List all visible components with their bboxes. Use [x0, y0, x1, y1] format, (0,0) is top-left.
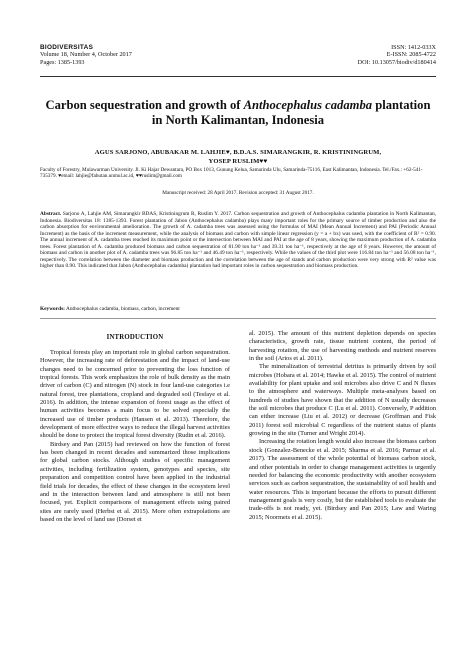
- intro-paragraph: al. 2015). The amount of this nutrient depletion depends on species characteristics, growth rate, tissue nutrient content, the period of harvesting rotation, the use of harvesting methods and nutrient reserves in the soil (Arios et al. 2011).: [249, 330, 436, 363]
- manuscript-dates: Manuscript received: 28 April 2017. Revision accepted: 31 August 2017.: [162, 190, 314, 196]
- title-species: Anthocephalus cadamba: [243, 98, 373, 112]
- authors-line-1: AGUS SARJONO, ABUBAKAR M. LAHJIE♥, B.D.A.S. SIMARANGKIR, R. KRISTININGRUM,: [94, 149, 382, 156]
- intro-paragraph: Increasing the rotation length would also increase the biomass carbon stock (Gonzalez-Benecke et al. 2015; Sharma et al. 2016; Parmar et al. 2017). The assessment of the whole potential of biomass carbon stock, and other potentials in order to change management activities is urgently needed for balancing the economic productivity with another ecosystem services such as carbon sequestration, the sustainability of soil health and water resources. This is important because the efforts to pursuit different management goals is very costly, but the established tools to evaluate the trade-offs is not ready, yet. (Birdsey and Pan 2015; Law and Waring 2015; Noormets et al. 2015).: [249, 438, 436, 521]
- left-column: [40, 349, 230, 644]
- journal-volume: Volume 18, Number 4, October 2017: [40, 51, 132, 59]
- keywords-label: Keywords:: [40, 306, 65, 312]
- intro-paragraph: Tropical forests play an important role in global carbon sequestration. However, the increasing rate of deforestation and the impact of land-use changes need to be concerned prior to preventing the loss function of tropical forests. This work emphasizes the role of bulk density as the main driver of carbon (C) and nitrogen (N) stock in four land-use categories i.e natural forest, tree plantations, cropland and degraded soil (Tesfaye et al. 2016). In addition, the intense expansion of forest usage as the effect of human activities becomes a main focus to be solved especially the increased use of timber products (Hansen et al. 2013). Therefore, the development of more effective ways to reduce the illegal harvest activities should be done to protect the tropical forest diversity (Rudin et al. 2016).: [40, 349, 230, 440]
- journal-pages: Pages: 1385-1393: [40, 58, 85, 66]
- abstract-label: Abstract.: [40, 211, 62, 217]
- eissn: E-ISSN: 2085-4722: [386, 51, 436, 59]
- issn: ISSN: 1412-033X: [391, 44, 436, 51]
- title-part2: plantation in North Kalimantan, Indonesia: [151, 98, 431, 127]
- intro-paragraph: Birdsey and Pan (2015) had reviewed on how the function of forest has been changed in recent decades and summarized those implications for global carbon stocks. Although studies of specific management activities, including fertilization system, genotypes and species, site preparation and competition control have been applied in the industrial field trials for decades, the effect of these changes in the ecosystem level and in the interaction between land and atmosphere is still not been focused, yet. Explicit comparisons of management effects using paired sites are rarely used (Herbst et al. 2015). More often extrapolations are based on the level of land use (Dorset et: [40, 440, 230, 523]
- journal-header: [40, 44, 132, 66]
- keywords: [40, 306, 436, 312]
- journal-name: BIODIVERSITAS: [40, 44, 94, 51]
- keywords-text: Anthocephalus cadamba, biomass, carbon, increment: [64, 306, 180, 312]
- abstract-text: Sarjono A, Lahjie AM, Simarangkir BDAS, Kristiningrum R, Ruslim Y. 2017. Carbon sequestration and growth of Anthocephalus cadamba plantation in North Kalimantan, Indonesia. Biodiversitas 18: 1385-1393. Forest plantation of Jabon (Anthocephalus cadamba) plays many important roles for the primary source of timber production and also the carbon absorption for environmental amelioration. The growth of A. cadamba trees was assessed using the formulas of MAI (Mean Annual Increment) and PAI (Periodic Annual Increment) as the basis of the increment measurement, while the analysis of biomass and carbon with simple linear regression (y = a + bx) was used, with the coefficient of R² = 0.90. The annual increment of A. cadamba trees reached its maximum point or the intersection between MAI and PAI at the age of 8 years, showing the maximum production of A. cadamba trees. Forest plantation of A. cadamba produced biomass and carbon sequestration of 81.90 ton ha⁻¹ and 39.31 ton ha⁻¹, respectively at the age of 8 years. However, the amount of biomass and carbon in another plot of A. cadamba trees was 96.85 ton ha⁻¹ and 46.49 ton ha⁻¹, respectively. While the values of the third plot were 116.84 ton ha⁻¹ and 56.08 ton ha⁻¹, respectively. The correlation between the diameter and biomass production and the correlation between the age of stands and carbon production were very strong with R² value was higher than 0.90. This indicated that Jabon (Anthocephalus cadamba) plantation had important roles in carbon sequestration and biomass production.: [40, 211, 436, 270]
- keywords-divider: [40, 318, 436, 319]
- affiliation: Faculty of Forestry, Mulawarman University. Jl. Ki Hajar Dewantara, PO Box 1013, Gunung Kelua, Samarinda Ulu, Samarinda-75116, East Kalimantan, Indonesia. Tel./Fax.: +62-541-735379. ♥email: lahjie@fahutan.unmul.ac.id, ♥♥ruslim@gmail.com: [40, 167, 423, 180]
- abstract: [40, 211, 436, 270]
- author-list: [40, 148, 436, 166]
- introduction-heading: INTRODUCTION: [106, 334, 164, 341]
- intro-paragraph: The mineralization of terrestrial detritus is primarily driven by soil microbes (Hobara et al. 2014; Hawke et al. 2015). The control of nutrient availability for plant uptake and soil microbes also drive C and N fluxes to the atmosphere and waterways. Multiple meta-analyses based on hundreds of studies have shown that the addition of N usually decreases the soil microbes that produce C (Lu et al. 2011). Conversely, P addition can either increase (Liu et al. 2012) or decrease (Groffman and Fisk 2011) forest soil microbial C regardless of the nutrient status of plants growing in the site (Turner and Wright 2014).: [249, 363, 436, 438]
- right-column: [249, 330, 436, 644]
- authors-line-2: YOSEP RUSLIM♥♥: [208, 158, 268, 165]
- journal-identifiers: [358, 44, 436, 66]
- article-title: [40, 98, 436, 128]
- doi: DOI: 10.13057/biodiv/d180414: [357, 58, 436, 66]
- header-divider: [40, 76, 436, 77]
- title-part1: Carbon sequestration and growth of: [45, 98, 244, 112]
